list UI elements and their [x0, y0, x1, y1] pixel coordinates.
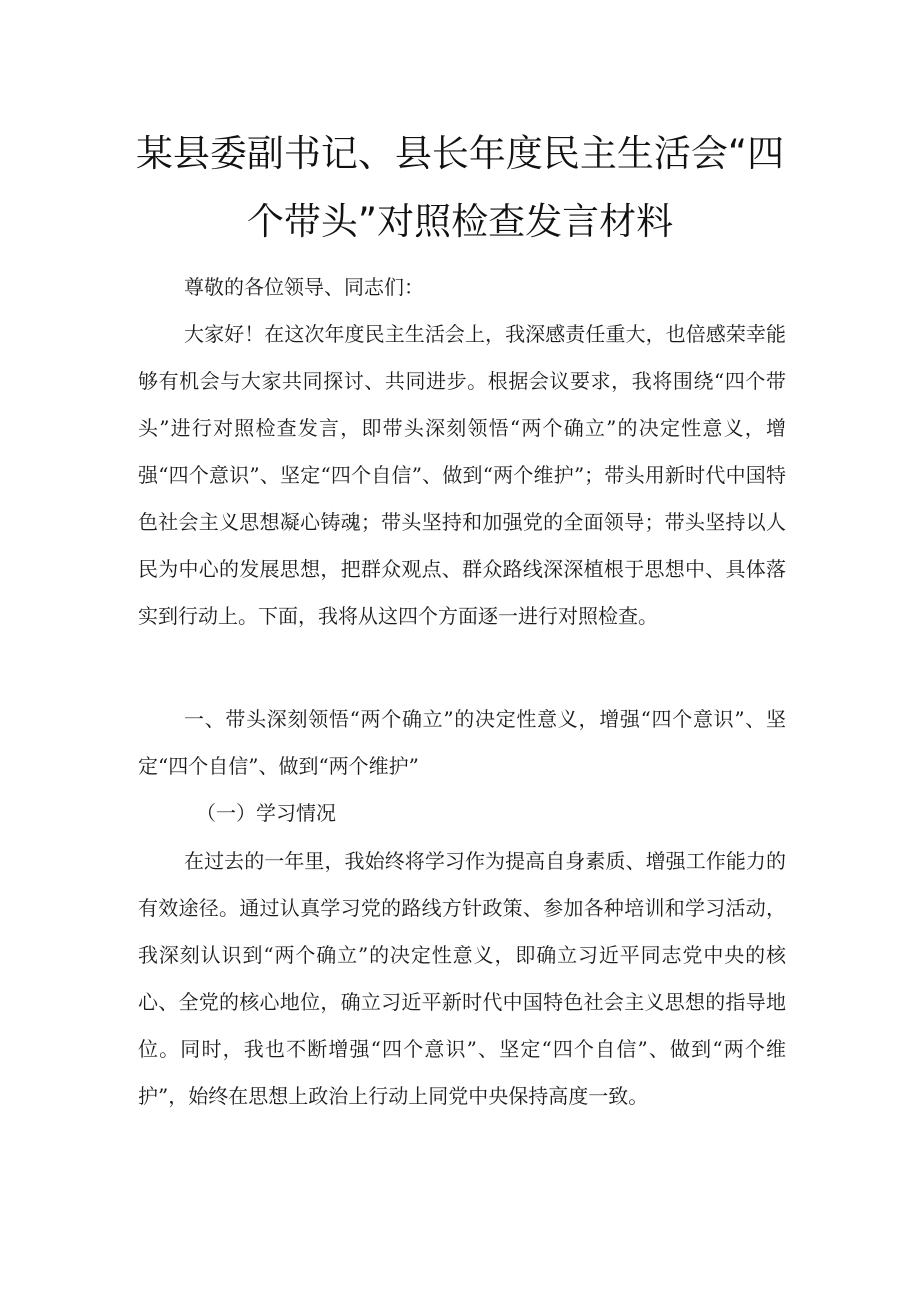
subsection-1-heading: （一）学习情况 [196, 801, 336, 825]
section-1-heading: 一、带头深刻领悟“两个确立”的决定性意义，增强“四个意识”、坚定“四个自信”、做到“两个维护” [138, 707, 786, 778]
salutation: 尊敬的各位领导、同志们： [184, 275, 424, 299]
subsection-1-body: 在过去的一年里，我始终将学习作为提高自身素质、增强工作能力的有效途径。通过认真学习党的路线方针政策、参加各种培训和学习活动，我深刻认识到“两个确立”的决定性意义，即确立习近平同志党中央的核心、全党的核心地位，确立习近平新时代中国特色社会主义思想的指导地位。同时，我也不断增强“四个意识”、坚定“四个自信”、做到“两个维护”，始终在思想上政治上行动上同党中央保持高度一致。 [138, 849, 786, 1108]
document-title: 某县委副书记、县长年度民主生活会“四个带头”对照检查发言材料 [135, 132, 785, 243]
intro-paragraph: 大家好！在这次年度民主生活会上，我深感责任重大，也倍感荣幸能够有机会与大家共同探讨、共同进步。根据会议要求，我将围绕“四个带头”进行对照检查发言，即带头深刻领悟“两个确立”的决定性意义，增强“四个意识”、坚定“四个自信”、做到“两个维护”；带头用新时代中国特色社会主义思想凝心铸魂；带头坚持和加强党的全面领导；带头坚持以人民为中心的发展思想，把群众观点、群众路线深深植根于思想中、具体落实到行动上。下面，我将从这四个方面逐一进行对照检查。 [138, 322, 786, 628]
